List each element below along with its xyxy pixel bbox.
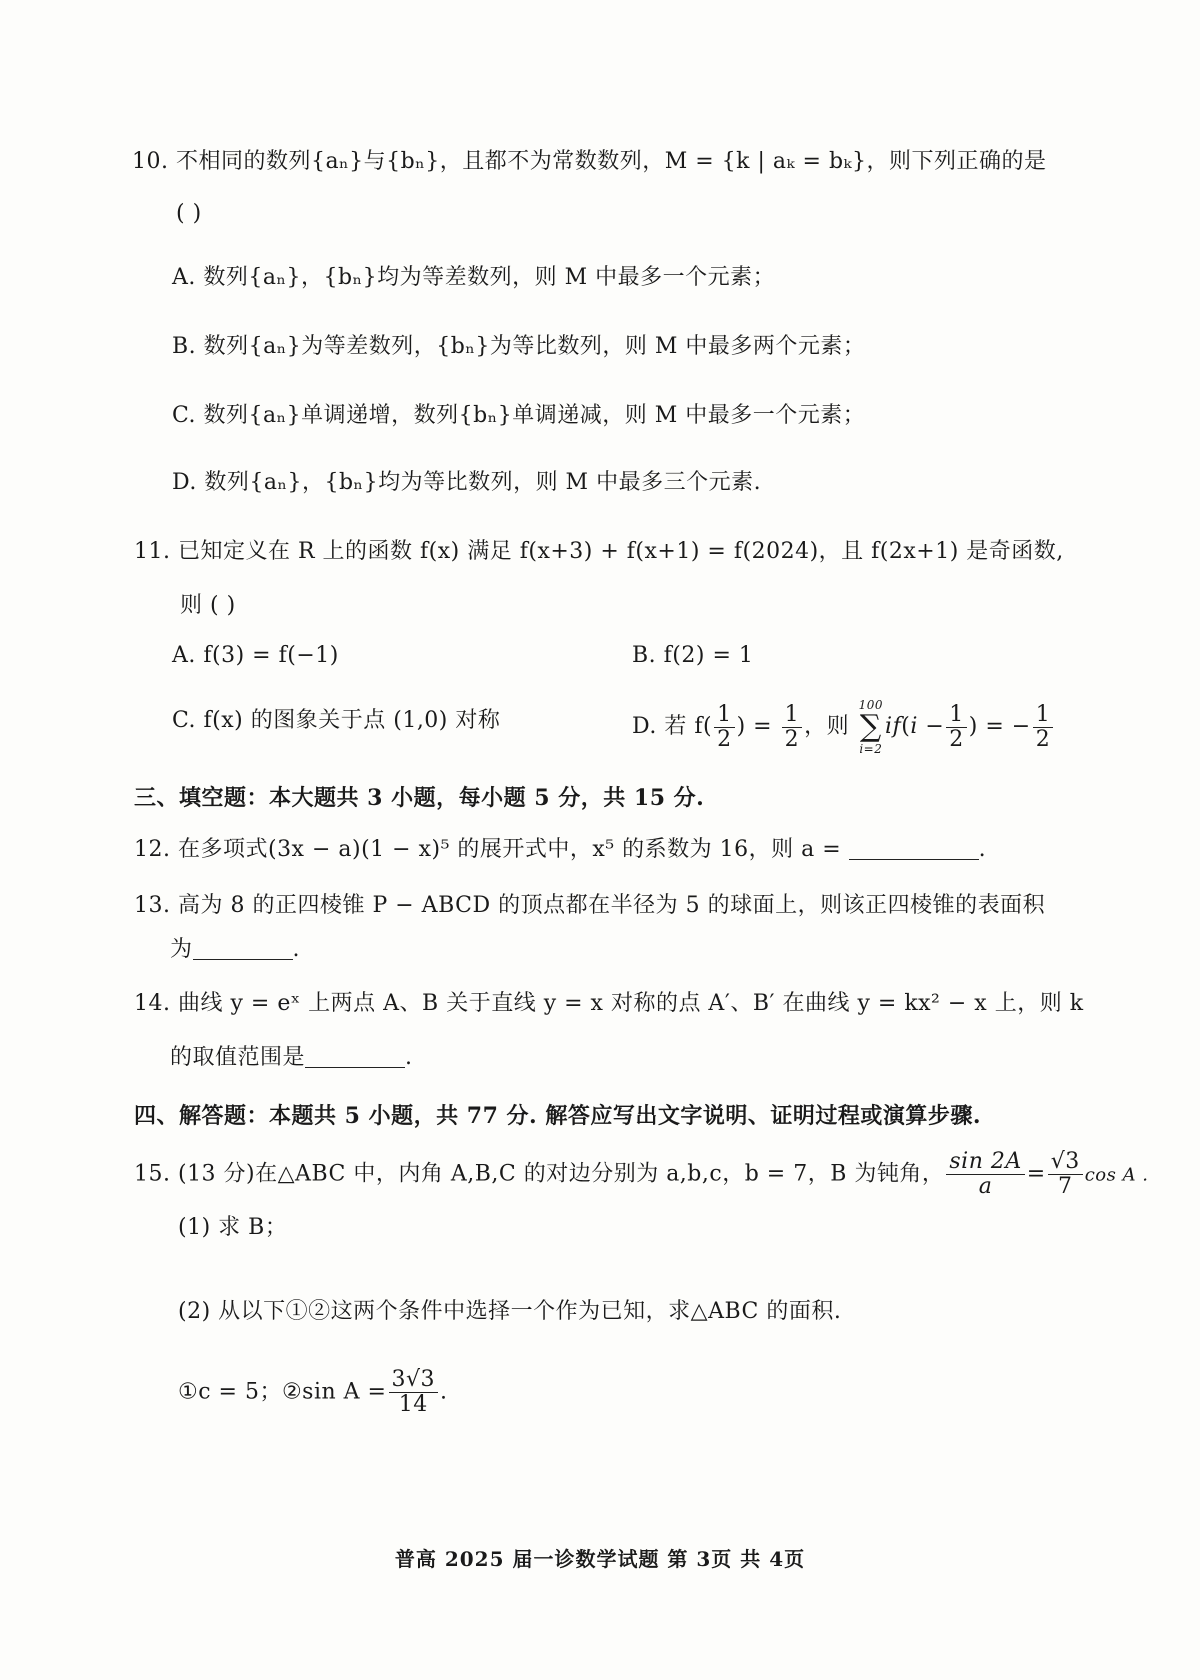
q11-stem: 11. 已知定义在 R 上的函数 f(x) 满足 f(x+3) + f(x+1) = f(2024)，且 f(2x+1) 是奇函数, bbox=[134, 539, 1064, 564]
q11-d-i: if bbox=[885, 714, 902, 739]
q10-stem: 10. 不相同的数列{aₙ}与{bₙ}，且都不为常数数列，M = {k | aₖ = bₖ}，则下列正确的是 bbox=[132, 149, 1047, 174]
section-4-heading: 四、解答题：本题共 5 小题，共 77 分. 解答应写出文字说明、证明过程或演算步骤. bbox=[134, 1103, 982, 1129]
q13-answer-blank[interactable] bbox=[193, 939, 293, 960]
q12-line: 12. 在多项式(3x − a)(1 − x)⁵ 的展开式中，x⁵ 的系数为 16，则 a = . bbox=[134, 837, 987, 862]
3sqrt3-over-14-fraction: $\frac{3√3}{14}$ bbox=[389, 1368, 439, 1417]
q15-part-2: (2) 从以下①②这两个条件中选择一个作为已知，求△ABC 的面积. bbox=[178, 1299, 842, 1324]
half-fraction-3: $\frac{1}{2}$ bbox=[946, 703, 967, 752]
q13-line-1: 13. 高为 8 的正四棱锥 P − ABCD 的顶点都在半径为 5 的球面上，则该正四棱锥的表面积 bbox=[134, 893, 1046, 918]
q14-line-1: 14. 曲线 y = eˣ 上两点 A、B 关于直线 y = x 对称的点 A′、B′ 在曲线 y = kx² − x 上，则 k bbox=[134, 991, 1084, 1016]
q10-option-b: B. 数列{aₙ}为等差数列，{bₙ}为等比数列，则 M 中最多两个元素； bbox=[172, 334, 866, 359]
q15-conditions: ①c = 5；②sin A = $\frac{3√3}{14}$ . bbox=[178, 1367, 448, 1417]
q11-then: 则 ( ) bbox=[180, 593, 236, 618]
half-fraction-4: $\frac{1}{2}$ bbox=[1033, 703, 1054, 752]
page-footer: 普高 2025 届一诊数学试题 第 3页 共 4页 bbox=[394, 1547, 806, 1571]
q11-d-eq: = bbox=[753, 714, 773, 739]
summation-symbol: 100 ∑ i=2 bbox=[858, 698, 884, 756]
sin2a-over-a-fraction: $\frac{\sin 2A}{a}$ bbox=[946, 1150, 1024, 1199]
q10-option-d: D. 数列{aₙ}，{bₙ}均为等比数列，则 M 中最多三个元素. bbox=[172, 470, 762, 495]
q11-d-prefix: D. 若 f bbox=[632, 714, 703, 739]
q11-option-b: B. f(2) = 1 bbox=[632, 643, 754, 668]
q14-line-2: 的取值范围是 . bbox=[170, 1045, 413, 1070]
q13-line-2: 为 . bbox=[170, 937, 301, 962]
q10-option-a: A. 数列{aₙ}，{bₙ}均为等差数列，则 M 中最多一个元素； bbox=[172, 265, 776, 290]
sqrt3-over-7-fraction: $\frac{√3}{7}$ bbox=[1048, 1150, 1083, 1199]
q11-d-mid: ，则 bbox=[804, 714, 850, 739]
q11-option-a: A. f(3) = f(−1) bbox=[172, 643, 339, 668]
q15-stem: 15. (13 分)在△ABC 中，内角 A,B,C 的对边分别为 a,b,c，b = 7，B 为钝角， $\frac{\sin 2A}{a}$ = $\frac{√3}{7}$ cos A . bbox=[134, 1149, 1149, 1199]
q14-answer-blank[interactable] bbox=[305, 1047, 405, 1068]
half-fraction-2: $\frac{1}{2}$ bbox=[782, 703, 803, 752]
q11-d-end: = − bbox=[985, 714, 1031, 739]
q11-option-c: C. f(x) 的图象关于点 (1,0) 对称 bbox=[172, 708, 501, 733]
q15-part-1: (1) 求 B； bbox=[178, 1215, 288, 1240]
section-3-heading: 三、填空题：本大题共 3 小题，每小题 5 分，共 15 分. bbox=[134, 785, 705, 811]
half-fraction: $\frac{1}{2}$ bbox=[714, 703, 735, 752]
q11-option-d: D. 若 f( $\frac{1}{2}$ ) = $\frac{1}{2}$ ，则 100 ∑ i=2 if(i − $\frac{1}{2}$ ) = − $\frac{1}{2}$ bbox=[632, 698, 1055, 756]
q10-answer-paren: ( ) bbox=[176, 201, 202, 226]
q12-answer-blank[interactable] bbox=[849, 839, 979, 860]
q10-option-c: C. 数列{aₙ}单调递增，数列{bₙ}单调递减，则 M 中最多一个元素； bbox=[172, 403, 866, 428]
